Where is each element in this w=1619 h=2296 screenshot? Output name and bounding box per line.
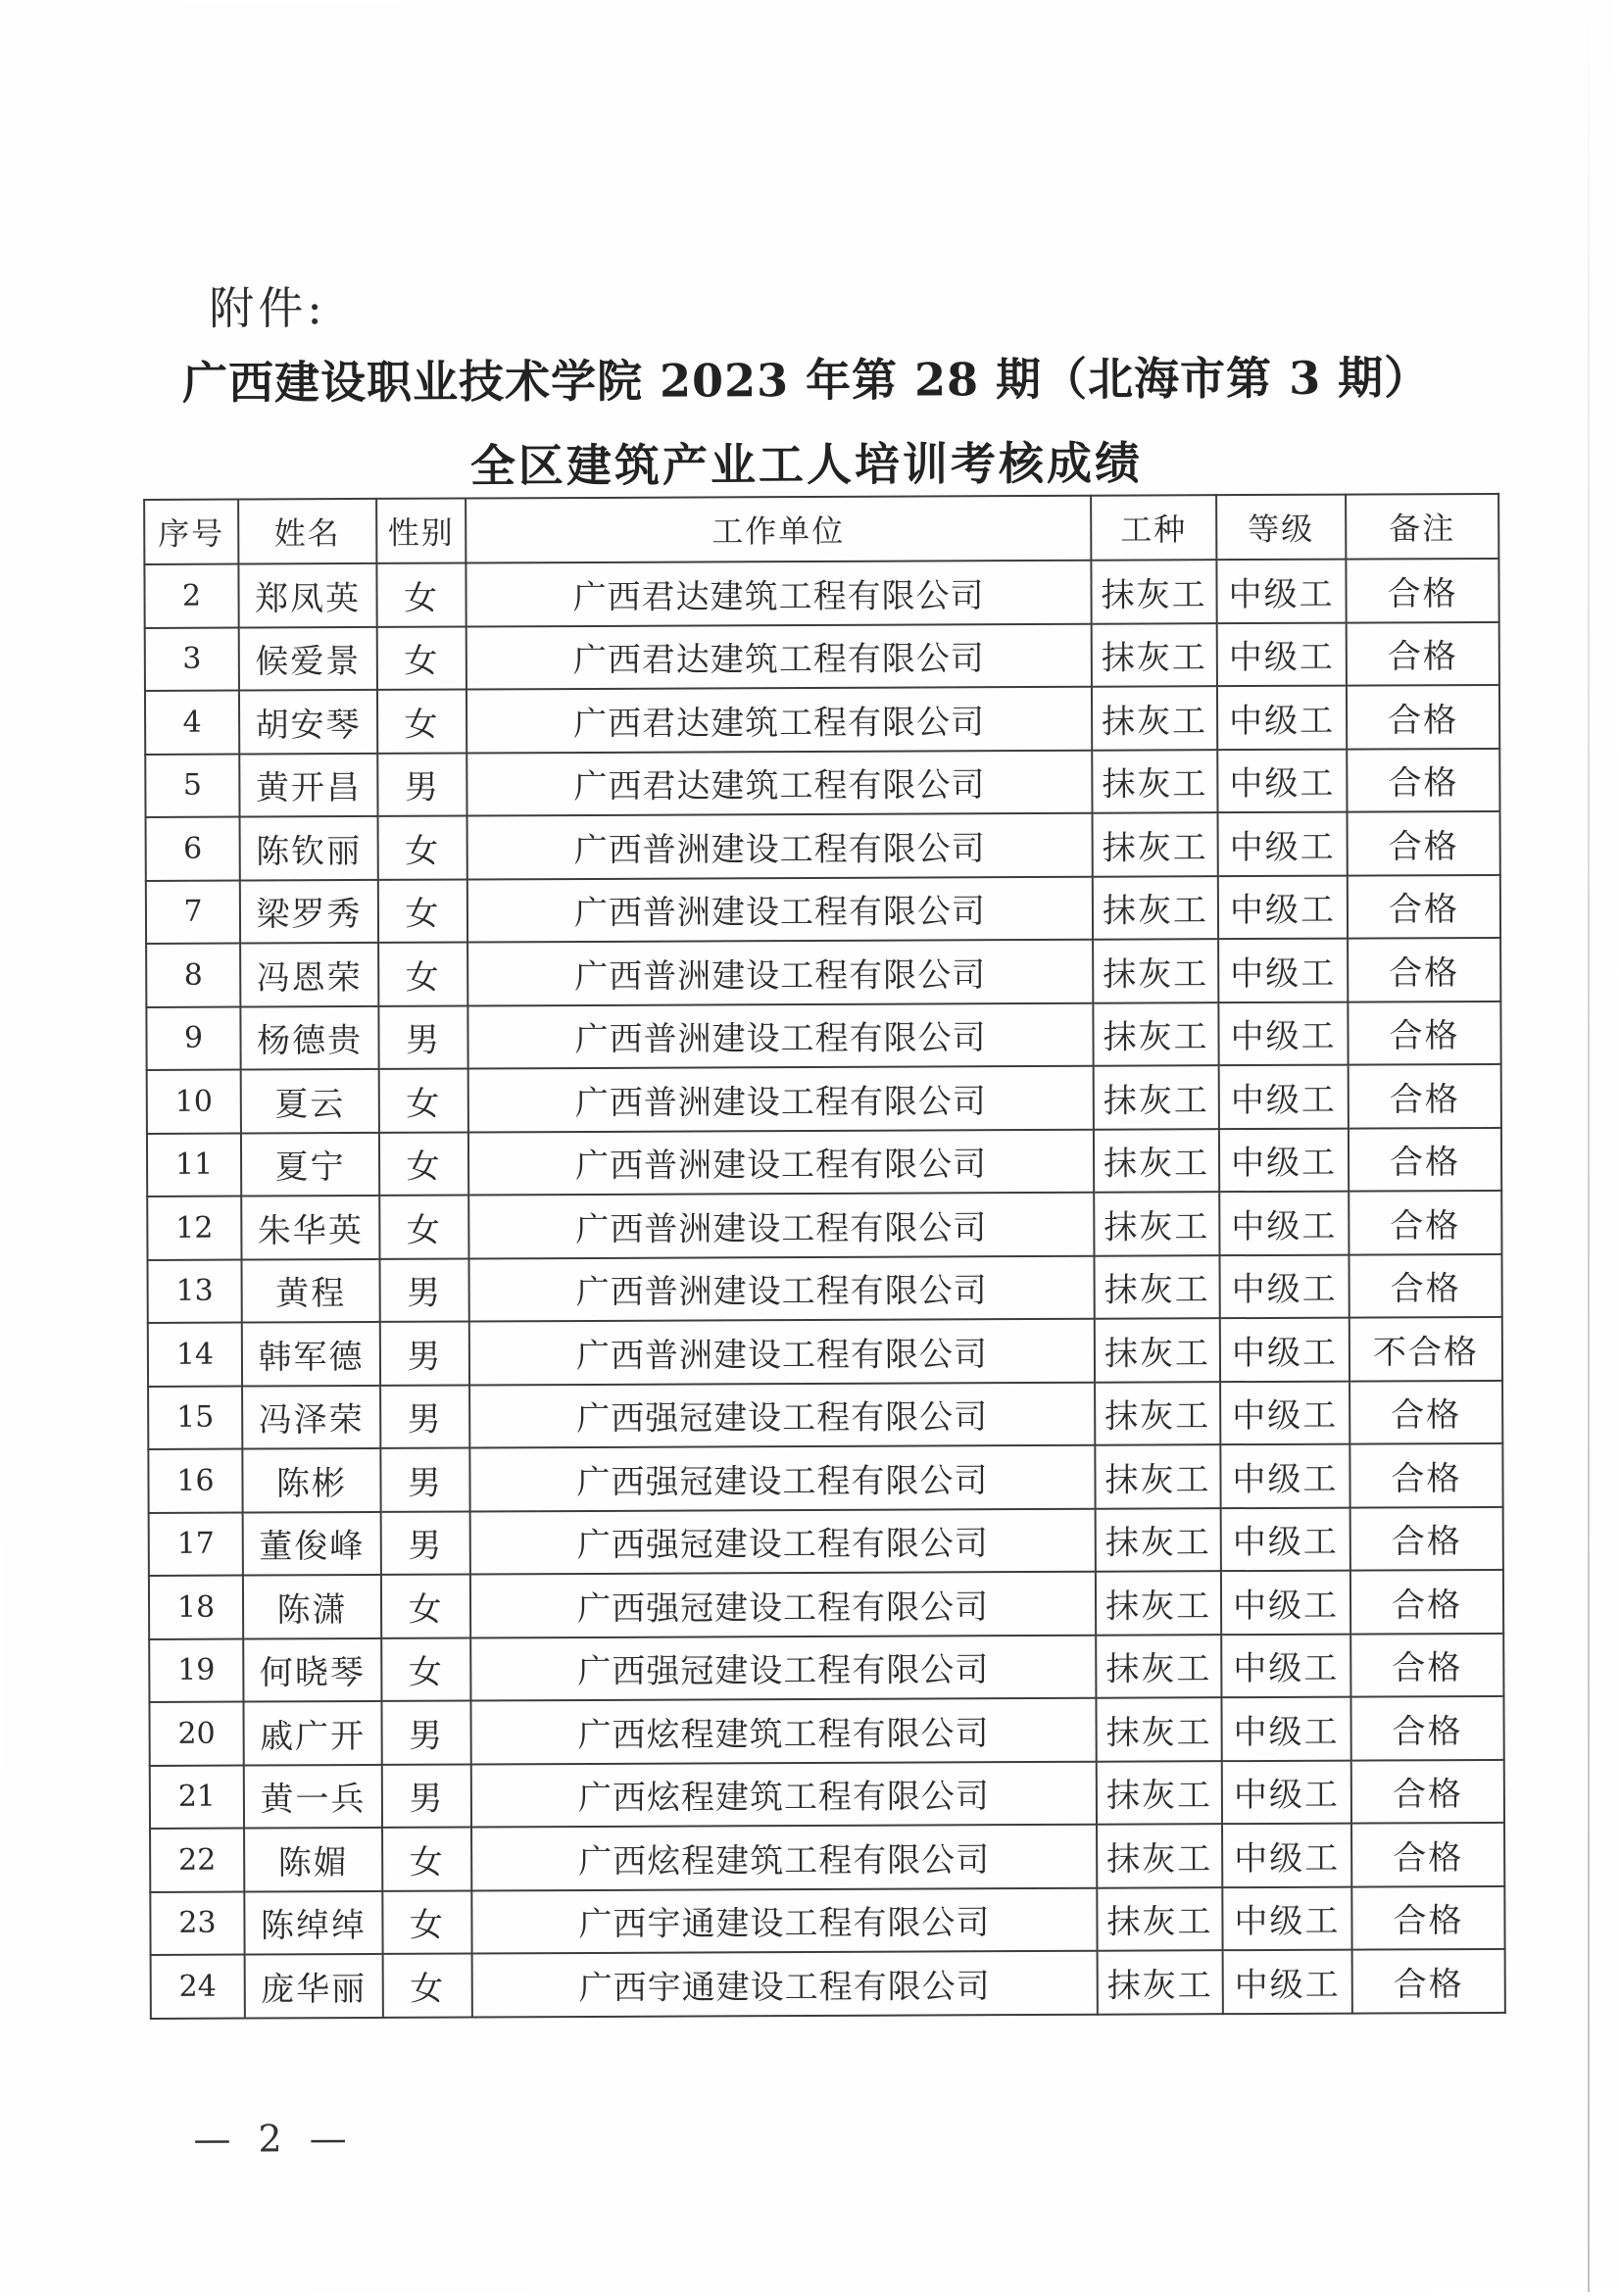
cell-trade: 抹灰工 xyxy=(1094,1192,1219,1255)
cell-remark: 合格 xyxy=(1348,1001,1500,1064)
cell-no: 4 xyxy=(145,691,239,755)
cell-gender: 男 xyxy=(380,1448,469,1512)
cell-remark: 合格 xyxy=(1349,1443,1502,1507)
cell-remark: 合格 xyxy=(1349,1380,1502,1443)
cell-employer: 广西宇通建设工程有限公司 xyxy=(471,1887,1097,1953)
cell-gender: 女 xyxy=(378,816,467,880)
table-row xyxy=(149,1696,1503,1766)
cell-no: 9 xyxy=(146,1006,240,1070)
table-row xyxy=(148,1443,1502,1513)
cell-no: 10 xyxy=(147,1070,241,1134)
cell-gender: 男 xyxy=(380,1385,469,1448)
cell-trade: 抹灰工 xyxy=(1092,750,1217,813)
column-header-employer: 工作单位 xyxy=(466,496,1091,563)
cell-name: 候爱景 xyxy=(239,626,377,690)
cell-gender: 男 xyxy=(382,1764,471,1828)
cell-trade: 抹灰工 xyxy=(1095,1382,1220,1445)
cell-level: 中级工 xyxy=(1218,812,1348,876)
cell-no: 14 xyxy=(148,1323,242,1387)
cell-name: 冯恩荣 xyxy=(240,943,378,1006)
cell-level: 中级工 xyxy=(1219,1128,1349,1192)
cell-level: 中级工 xyxy=(1217,686,1347,750)
cell-no: 17 xyxy=(149,1512,243,1576)
page-number: — 2 — xyxy=(193,2117,355,2161)
cell-remark: 合格 xyxy=(1350,1570,1503,1634)
column-header-gender: 性别 xyxy=(376,499,466,563)
cell-no: 8 xyxy=(146,944,240,1007)
cell-name: 黄程 xyxy=(241,1258,379,1322)
cell-remark: 合格 xyxy=(1350,1696,1503,1760)
cell-trade: 抹灰工 xyxy=(1096,1697,1221,1761)
cell-remark: 不合格 xyxy=(1349,1317,1502,1381)
cell-trade: 抹灰工 xyxy=(1097,1761,1222,1825)
table-row xyxy=(146,1001,1500,1070)
cell-remark: 合格 xyxy=(1348,938,1500,1001)
cell-remark: 合格 xyxy=(1348,874,1500,938)
cell-level: 中级工 xyxy=(1221,1571,1350,1635)
cell-level: 中级工 xyxy=(1219,1254,1349,1318)
cell-no: 3 xyxy=(145,627,239,691)
cell-level: 中级工 xyxy=(1223,1950,1352,2014)
cell-employer: 广西普洲建设工程有限公司 xyxy=(467,876,1093,942)
cell-employer: 广西君达建筑工程有限公司 xyxy=(466,750,1092,815)
cell-gender: 女 xyxy=(377,690,466,754)
results-table-header xyxy=(144,494,1498,564)
cell-level: 中级工 xyxy=(1221,1697,1350,1761)
header-row xyxy=(144,494,1498,564)
cell-name: 黄一兵 xyxy=(244,1764,382,1828)
cell-trade: 抹灰工 xyxy=(1091,560,1216,623)
table-row xyxy=(146,874,1500,944)
cell-gender: 女 xyxy=(379,1132,468,1196)
cell-name: 梁罗秀 xyxy=(240,879,378,943)
cell-name: 杨德贵 xyxy=(240,1005,378,1069)
cell-name: 陈绰绰 xyxy=(244,1890,382,1954)
cell-gender: 女 xyxy=(381,1637,470,1701)
cell-employer: 广西强冠建设工程有限公司 xyxy=(469,1382,1095,1447)
table-row xyxy=(148,1380,1502,1449)
cell-name: 郑凤英 xyxy=(238,563,376,627)
cell-gender: 女 xyxy=(376,563,466,627)
document-title-line-1: 广西建设职业技术学院 2023 年第 28 期（北海市第 3 期） xyxy=(181,351,1431,410)
cell-level: 中级工 xyxy=(1218,1001,1348,1065)
cell-employer: 广西普洲建设工程有限公司 xyxy=(468,1255,1094,1321)
table-row xyxy=(147,1191,1501,1260)
cell-level: 中级工 xyxy=(1218,939,1348,1002)
cell-name: 戚广开 xyxy=(243,1701,381,1765)
cell-no: 2 xyxy=(144,564,238,628)
cell-gender: 男 xyxy=(381,1701,470,1765)
table-row xyxy=(147,1127,1501,1197)
cell-level: 中级工 xyxy=(1221,1634,1350,1697)
cell-remark: 合格 xyxy=(1348,811,1500,875)
cell-no: 23 xyxy=(150,1891,244,1955)
cell-name: 陈媚 xyxy=(244,1828,382,1891)
cell-trade: 抹灰工 xyxy=(1097,1887,1222,1951)
cell-level: 中级工 xyxy=(1219,1065,1349,1129)
cell-trade: 抹灰工 xyxy=(1095,1318,1220,1382)
cell-employer: 广西炫程建筑工程有限公司 xyxy=(471,1825,1097,1890)
cell-remark: 合格 xyxy=(1349,1127,1501,1191)
cell-trade: 抹灰工 xyxy=(1092,623,1217,687)
cell-trade: 抹灰工 xyxy=(1094,1065,1219,1129)
table-row xyxy=(145,685,1499,755)
table-row xyxy=(148,1317,1502,1387)
cell-level: 中级工 xyxy=(1220,1381,1349,1444)
cell-remark: 合格 xyxy=(1351,1759,1504,1823)
attachment-label: 附件: xyxy=(209,281,326,335)
cell-gender: 女 xyxy=(381,1575,470,1638)
table-row xyxy=(150,1823,1504,1892)
cell-trade: 抹灰工 xyxy=(1098,1950,1223,2014)
cell-level: 中级工 xyxy=(1222,1824,1351,1887)
cell-employer: 广西炫程建筑工程有限公司 xyxy=(471,1761,1097,1827)
cell-trade: 抹灰工 xyxy=(1094,1255,1219,1319)
cell-no: 12 xyxy=(147,1197,241,1260)
cell-level: 中级工 xyxy=(1216,560,1346,623)
cell-gender: 男 xyxy=(379,1258,468,1322)
cell-no: 20 xyxy=(149,1702,243,1766)
cell-remark: 合格 xyxy=(1350,1506,1503,1570)
cell-gender: 女 xyxy=(378,943,467,1006)
cell-level: 中级工 xyxy=(1222,1760,1351,1824)
cell-trade: 抹灰工 xyxy=(1097,1824,1222,1887)
cell-gender: 女 xyxy=(377,626,466,690)
cell-gender: 男 xyxy=(380,1322,469,1386)
cell-remark: 合格 xyxy=(1352,1949,1505,2013)
cell-level: 中级工 xyxy=(1218,875,1348,939)
cell-remark: 合格 xyxy=(1349,1253,1501,1317)
cell-gender: 女 xyxy=(382,1828,471,1891)
cell-remark: 合格 xyxy=(1350,1633,1503,1696)
cell-trade: 抹灰工 xyxy=(1092,686,1217,750)
cell-gender: 女 xyxy=(383,1954,472,2018)
cell-no: 18 xyxy=(149,1576,243,1639)
cell-remark: 合格 xyxy=(1349,1064,1501,1128)
cell-remark: 合格 xyxy=(1351,1885,1504,1949)
cell-remark: 合格 xyxy=(1351,1823,1504,1886)
cell-name: 何晓琴 xyxy=(243,1637,381,1701)
cell-no: 11 xyxy=(147,1133,241,1197)
cell-gender: 女 xyxy=(378,879,467,943)
table-row xyxy=(146,938,1500,1007)
cell-employer: 广西普洲建设工程有限公司 xyxy=(467,1002,1093,1068)
cell-trade: 抹灰工 xyxy=(1093,1002,1218,1066)
cell-employer: 广西君达建筑工程有限公司 xyxy=(466,623,1092,689)
table-row xyxy=(145,748,1499,817)
cell-level: 中级工 xyxy=(1217,749,1347,812)
cell-trade: 抹灰工 xyxy=(1096,1635,1221,1698)
cell-remark: 合格 xyxy=(1346,559,1498,622)
table-row xyxy=(149,1633,1503,1702)
table-row xyxy=(144,559,1498,628)
table-row xyxy=(145,621,1499,691)
cell-name: 夏云 xyxy=(241,1069,379,1133)
cell-name: 陈潇 xyxy=(243,1575,381,1638)
cell-trade: 抹灰工 xyxy=(1095,1444,1220,1508)
table-row xyxy=(146,811,1500,881)
table-row xyxy=(150,1759,1504,1829)
cell-name: 黄开昌 xyxy=(239,753,377,816)
cell-trade: 抹灰工 xyxy=(1096,1571,1221,1635)
cell-employer: 广西君达建筑工程有限公司 xyxy=(466,687,1092,753)
cell-name: 庞华丽 xyxy=(245,1954,383,2018)
cell-employer: 广西炫程建筑工程有限公司 xyxy=(470,1698,1096,1764)
table-row xyxy=(150,1885,1504,1955)
document-title-line-2: 全区建筑产业工人培训考核成绩 xyxy=(469,436,1144,493)
cell-remark: 合格 xyxy=(1349,1191,1501,1254)
cell-name: 夏宁 xyxy=(241,1132,379,1196)
cell-employer: 广西强冠建设工程有限公司 xyxy=(470,1508,1096,1574)
cell-name: 冯泽荣 xyxy=(242,1385,380,1448)
table-row xyxy=(149,1570,1503,1639)
results-table-body xyxy=(144,559,1504,2019)
cell-no: 13 xyxy=(147,1259,241,1323)
cell-level: 中级工 xyxy=(1219,1192,1349,1255)
column-header-trade: 工种 xyxy=(1091,495,1216,561)
cell-employer: 广西普洲建设工程有限公司 xyxy=(467,940,1093,1005)
table-row xyxy=(147,1064,1501,1134)
cell-employer: 广西强冠建设工程有限公司 xyxy=(470,1635,1096,1700)
cell-no: 19 xyxy=(149,1638,243,1702)
cell-gender: 女 xyxy=(379,1196,468,1259)
cell-name: 朱华英 xyxy=(241,1196,379,1259)
cell-no: 7 xyxy=(146,880,240,944)
column-header-name: 姓名 xyxy=(238,499,376,564)
cell-remark: 合格 xyxy=(1347,685,1499,749)
cell-gender: 女 xyxy=(382,1890,471,1954)
cell-no: 15 xyxy=(148,1386,242,1449)
cell-name: 陈钦丽 xyxy=(240,816,378,880)
cell-trade: 抹灰工 xyxy=(1093,939,1218,1002)
cell-employer: 广西强冠建设工程有限公司 xyxy=(470,1572,1096,1637)
column-header-no: 序号 xyxy=(144,500,238,564)
cell-level: 中级工 xyxy=(1220,1318,1349,1382)
cell-no: 24 xyxy=(151,1955,245,2019)
cell-name: 陈彬 xyxy=(242,1448,380,1512)
cell-name: 韩军德 xyxy=(242,1322,380,1386)
cell-level: 中级工 xyxy=(1217,622,1347,686)
cell-employer: 广西普洲建设工程有限公司 xyxy=(469,1319,1095,1385)
cell-name: 董俊峰 xyxy=(243,1511,381,1575)
column-header-remark: 备注 xyxy=(1346,494,1498,560)
table-row xyxy=(151,1949,1505,2019)
cell-no: 22 xyxy=(150,1829,244,1892)
cell-gender: 男 xyxy=(377,753,466,816)
cell-gender: 男 xyxy=(378,1005,467,1069)
results-table xyxy=(143,493,1506,2020)
cell-employer: 广西普洲建设工程有限公司 xyxy=(467,813,1093,879)
cell-trade: 抹灰工 xyxy=(1094,1129,1219,1193)
table-row xyxy=(147,1253,1501,1323)
cell-employer: 广西君达建筑工程有限公司 xyxy=(466,561,1091,626)
cell-level: 中级工 xyxy=(1220,1444,1349,1508)
cell-level: 中级工 xyxy=(1221,1507,1350,1571)
cell-remark: 合格 xyxy=(1347,621,1499,685)
cell-name: 胡安琴 xyxy=(239,690,377,754)
cell-trade: 抹灰工 xyxy=(1093,812,1218,876)
cell-employer: 广西普洲建设工程有限公司 xyxy=(468,1129,1094,1195)
cell-employer: 广西普洲建设工程有限公司 xyxy=(468,1066,1094,1132)
cell-employer: 广西宇通建设工程有限公司 xyxy=(472,1951,1098,2017)
cell-no: 16 xyxy=(148,1449,242,1513)
cell-gender: 女 xyxy=(379,1069,468,1133)
cell-employer: 广西强冠建设工程有限公司 xyxy=(469,1445,1095,1511)
cell-remark: 合格 xyxy=(1347,748,1499,811)
cell-trade: 抹灰工 xyxy=(1096,1508,1221,1572)
cell-no: 5 xyxy=(145,754,239,817)
cell-trade: 抹灰工 xyxy=(1093,876,1218,940)
cell-no: 21 xyxy=(150,1765,244,1829)
cell-level: 中级工 xyxy=(1222,1886,1351,1950)
column-header-level: 等级 xyxy=(1216,495,1346,561)
cell-no: 6 xyxy=(146,817,240,881)
cell-gender: 男 xyxy=(381,1511,470,1575)
table-row xyxy=(149,1506,1503,1576)
cell-employer: 广西普洲建设工程有限公司 xyxy=(468,1193,1094,1258)
